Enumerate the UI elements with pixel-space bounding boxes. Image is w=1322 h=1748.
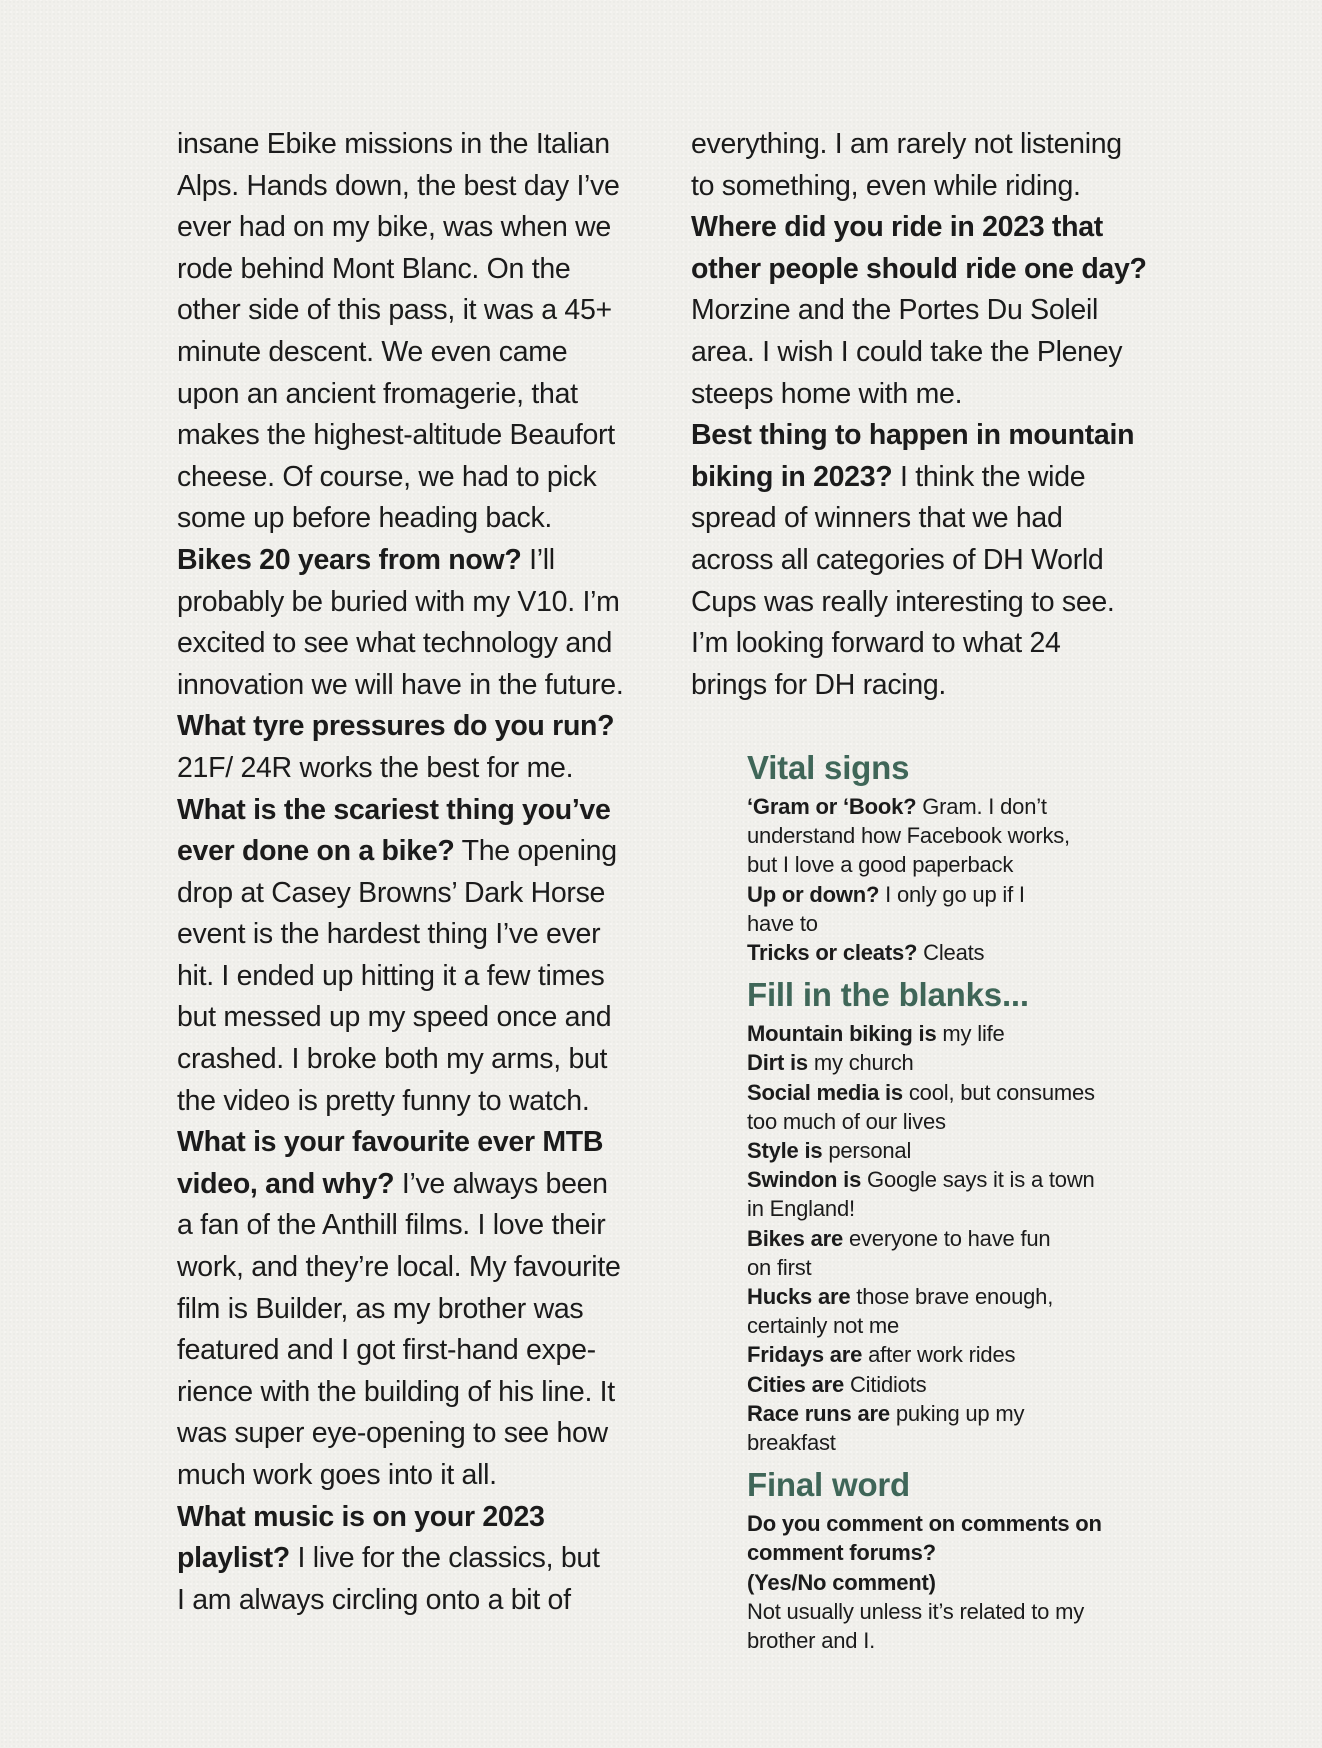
- left-column-line: [177, 1372, 667, 1414]
- left-column-text: probably be buried with my V10. I’m: [177, 585, 620, 618]
- fill-in-blank-question: Hucks are: [747, 1284, 851, 1310]
- left-column-line: [177, 831, 667, 873]
- left-column-line: [177, 665, 667, 707]
- right-column-line: [691, 540, 1191, 582]
- left-column-text: innovation we will have in the future.: [177, 668, 624, 701]
- vital-signs-text: but I love a good paperback: [747, 852, 1014, 878]
- right-column-line: [691, 457, 1191, 499]
- final-word-question: comment forums?: [747, 1540, 936, 1566]
- right-column-text: across all categories of DH World: [691, 543, 1104, 576]
- left-column-line: [177, 706, 667, 748]
- fill-in-the-blanks-heading: Fill in the blanks...: [747, 976, 1029, 1014]
- left-column-line: [177, 748, 667, 790]
- left-column-text: work, and they’re local. My favourite: [177, 1251, 621, 1284]
- left-column-line: [177, 914, 667, 956]
- fill-in-blank-text: in England!: [747, 1196, 855, 1222]
- vital-signs-list: [747, 792, 1147, 967]
- left-column-question: Bikes 20 years from now?: [177, 543, 522, 576]
- left-column-text: rode behind Mont Blanc. On the: [177, 252, 571, 285]
- left-column-line: [177, 1122, 667, 1164]
- vital-signs-question: ‘Gram or ‘Book?: [747, 794, 917, 819]
- fill-in-blank-line: [747, 1078, 1147, 1107]
- left-column-question: video, and why?: [177, 1167, 395, 1200]
- left-column-line: [177, 1413, 667, 1455]
- fill-in-blank-text: on first: [747, 1254, 812, 1280]
- fill-in-blank-line: [747, 1224, 1147, 1253]
- left-column: [177, 124, 667, 1621]
- vital-signs-text: Gram. I don’t: [916, 794, 1047, 819]
- left-column-line: [177, 374, 667, 416]
- right-column-text: spread of winners that we had: [691, 502, 1063, 535]
- left-column-text: hit. I ended up hitting it a few times: [177, 959, 605, 992]
- vital-signs-line: [747, 909, 1147, 938]
- fill-in-the-blanks-list: [747, 1019, 1147, 1457]
- right-column-question: Where did you ride in 2023 that: [691, 211, 1103, 244]
- vital-signs-line: [747, 850, 1147, 879]
- fill-in-blank-line: [747, 1136, 1147, 1165]
- left-column-line: [177, 790, 667, 832]
- left-column-text: minute descent. We even came: [177, 335, 568, 368]
- left-column-text: drop at Casey Browns’ Dark Horse: [177, 876, 606, 909]
- right-column-text: area. I wish I could take the Pleney: [691, 335, 1123, 368]
- fill-in-blank-question: Cities are: [747, 1371, 845, 1397]
- right-column-line: [691, 166, 1191, 208]
- left-column-text: The opening: [454, 835, 617, 868]
- right-column-line: [691, 665, 1191, 707]
- left-column-text: film is Builder, as my brother was: [177, 1292, 584, 1325]
- fill-in-blank-line: [747, 1165, 1147, 1194]
- left-column-text: rience with the building of his line. It: [177, 1375, 615, 1408]
- left-column-question: What is your favourite ever MTB: [177, 1126, 604, 1159]
- left-column-text: insane Ebike missions in the Italian: [177, 128, 610, 160]
- fill-in-blank-question: Race runs are: [747, 1400, 890, 1426]
- left-column-line: [177, 1247, 667, 1289]
- final-word-question: (Yes/No comment): [747, 1569, 936, 1595]
- fill-in-blank-line: [747, 1194, 1147, 1223]
- fill-in-blank-text: certainly not me: [747, 1313, 900, 1339]
- left-column-text: makes the highest-altitude Beaufort: [177, 419, 615, 452]
- right-column-line: [691, 249, 1191, 291]
- fill-in-blank-text: too much of our lives: [747, 1108, 946, 1134]
- left-column-line: [177, 873, 667, 915]
- vital-signs-question: Tricks or cleats?: [747, 940, 918, 966]
- vital-signs-question: Up or down?: [747, 881, 880, 907]
- left-column-text: some up before heading back.: [177, 502, 553, 535]
- left-column-line: [177, 1205, 667, 1247]
- left-column-text: event is the hardest thing I’ve ever: [177, 918, 601, 951]
- fill-in-blank-text: everyone to have fun: [843, 1225, 1051, 1251]
- vital-signs-text: understand how Facebook works,: [747, 823, 1070, 849]
- left-column-text: ever had on my bike, was when we: [177, 211, 611, 244]
- left-column-text: but messed up my speed once and: [177, 1001, 612, 1034]
- left-column-line: [177, 166, 667, 208]
- final-word-question: Do you comment on comments on: [747, 1511, 1102, 1537]
- left-column-line: [177, 582, 667, 624]
- fill-in-blank-line: [747, 1428, 1147, 1457]
- right-column-line: [691, 498, 1191, 540]
- right-column-text: I’m looking forward to what 24: [691, 627, 1061, 660]
- final-word-text: Not usually unless it’s related to my: [747, 1598, 1085, 1624]
- vital-signs-line: [747, 792, 1147, 821]
- left-column-line: [177, 956, 667, 998]
- fill-in-blank-line: [747, 1399, 1147, 1428]
- left-column-question: ever done on a bike?: [177, 835, 455, 868]
- right-column-line: [691, 207, 1191, 249]
- fill-in-blank-text: my life: [936, 1021, 1005, 1047]
- left-column-line: [177, 249, 667, 291]
- left-column-line: [177, 290, 667, 332]
- left-column-line: [177, 1330, 667, 1372]
- left-column-line: [177, 457, 667, 499]
- left-column-text: featured and I got first-hand expe-: [177, 1334, 596, 1367]
- fill-in-blank-question: Dirt is: [747, 1050, 808, 1076]
- fill-in-blank-text: personal: [822, 1138, 912, 1164]
- fill-in-blank-question: Style is: [747, 1138, 823, 1164]
- final-word-line: [747, 1538, 1147, 1567]
- fill-in-blank-line: [747, 1340, 1147, 1369]
- right-column-text: to something, even while riding.: [691, 169, 1081, 202]
- final-word-list: [747, 1509, 1147, 1655]
- left-column-question: What is the scariest thing you’ve: [177, 793, 611, 826]
- left-column-line: [177, 1289, 667, 1331]
- vital-signs-text: have to: [747, 910, 818, 936]
- vital-signs-line: [747, 938, 1147, 967]
- left-column-line: [177, 332, 667, 374]
- right-column-text: Cups was really interesting to see.: [691, 585, 1115, 618]
- sidebar-box: [747, 748, 1147, 1655]
- left-column-line: [177, 124, 667, 166]
- left-column-text: 21F/ 24R works the best for me.: [177, 751, 574, 784]
- fill-in-blank-line: [747, 1048, 1147, 1077]
- left-column-line: [177, 1039, 667, 1081]
- left-column-text: upon an ancient fromagerie, that: [177, 377, 578, 410]
- left-column-line: [177, 207, 667, 249]
- left-column-line: [177, 1497, 667, 1539]
- left-column-text: I am always circling onto a bit of: [177, 1583, 571, 1616]
- right-column-text: everything. I am rarely not listening: [691, 128, 1122, 160]
- fill-in-blank-line: [747, 1311, 1147, 1340]
- fill-in-blank-question: Fridays are: [747, 1342, 863, 1368]
- final-word-line: [747, 1568, 1147, 1597]
- fill-in-blank-question: Mountain biking is: [747, 1021, 937, 1047]
- fill-in-blank-line: [747, 1019, 1147, 1048]
- vital-signs-line: [747, 880, 1147, 909]
- vital-signs-line: [747, 821, 1147, 850]
- fill-in-blank-text: after work rides: [862, 1342, 1016, 1368]
- right-column-text: brings for DH racing.: [691, 668, 947, 701]
- left-column-question: What music is on your 2023: [177, 1500, 545, 1533]
- right-column-line: [691, 374, 1191, 416]
- final-word-line: [747, 1509, 1147, 1538]
- fill-in-blank-line: [747, 1282, 1147, 1311]
- final-word-line: [747, 1597, 1147, 1626]
- right-column-question: biking in 2023?: [691, 460, 893, 493]
- fill-in-blank-question: Swindon is: [747, 1167, 862, 1193]
- left-column-line: [177, 1580, 667, 1622]
- left-column-text: a fan of the Anthill films. I love their: [177, 1209, 606, 1242]
- right-column: [691, 124, 1191, 706]
- left-column-text: much work goes into it all.: [177, 1459, 497, 1491]
- right-column-text: steeps home with me.: [691, 377, 963, 410]
- left-column-text: other side of this pass, it was a 45+: [177, 294, 612, 327]
- vital-signs-text: I only go up if I: [879, 881, 1025, 907]
- right-column-text: I think the wide: [892, 460, 1086, 493]
- vital-signs-text: Cleats: [917, 940, 985, 966]
- left-column-text: the video is pretty funny to watch.: [177, 1084, 590, 1117]
- left-column-text: was super eye-opening to see how: [177, 1417, 608, 1450]
- left-column-line: [177, 1538, 667, 1580]
- left-column-question: What tyre pressures do you run?: [177, 710, 615, 743]
- left-column-text: Alps. Hands down, the best day I’ve: [177, 169, 620, 202]
- fill-in-blank-text: my church: [807, 1050, 914, 1076]
- fill-in-blank-text: puking up my: [889, 1400, 1025, 1426]
- left-column-text: cheese. Of course, we had to pick: [177, 460, 597, 493]
- fill-in-blank-line: [747, 1253, 1147, 1282]
- fill-in-blank-line: [747, 1107, 1147, 1136]
- left-column-line: [177, 1081, 667, 1123]
- right-column-line: [691, 582, 1191, 624]
- right-column-question: Best thing to happen in mountain: [691, 419, 1135, 452]
- left-column-line: [177, 1455, 667, 1497]
- fill-in-blank-question: Social media is: [747, 1079, 903, 1105]
- left-column-text: I’ll: [521, 543, 555, 576]
- fill-in-blank-text: Citidiots: [844, 1371, 927, 1397]
- right-column-question: other people should ride one day?: [691, 252, 1147, 285]
- left-column-line: [177, 1164, 667, 1206]
- left-column-text: I’ve always been: [394, 1167, 608, 1200]
- final-word-heading: Final word: [747, 1466, 911, 1504]
- right-column-line: [691, 124, 1191, 166]
- left-column-text: excited to see what technology and: [177, 627, 613, 660]
- left-column-line: [177, 498, 667, 540]
- fill-in-blank-question: Bikes are: [747, 1225, 844, 1251]
- left-column-text: I live for the classics, but: [289, 1542, 600, 1575]
- left-column-line: [177, 623, 667, 665]
- fill-in-blank-text: cool, but consumes: [902, 1079, 1095, 1105]
- fill-in-blank-text: those brave enough,: [850, 1284, 1054, 1310]
- left-column-text: crashed. I broke both my arms, but: [177, 1043, 608, 1076]
- final-word-text: brother and I.: [747, 1628, 876, 1654]
- fill-in-blank-text: Google says it is a town: [861, 1167, 1095, 1193]
- right-column-line: [691, 332, 1191, 374]
- right-column-line: [691, 290, 1191, 332]
- left-column-question: playlist?: [177, 1542, 290, 1575]
- right-column-line: [691, 623, 1191, 665]
- fill-in-blank-line: [747, 1370, 1147, 1399]
- final-word-line: [747, 1626, 1147, 1655]
- left-column-line: [177, 540, 667, 582]
- vital-signs-heading: Vital signs: [747, 749, 910, 786]
- left-column-line: [177, 415, 667, 457]
- right-column-line: [691, 415, 1191, 457]
- left-column-line: [177, 997, 667, 1039]
- fill-in-blank-text: breakfast: [747, 1430, 836, 1456]
- right-column-text: Morzine and the Portes Du Soleil: [691, 294, 1099, 327]
